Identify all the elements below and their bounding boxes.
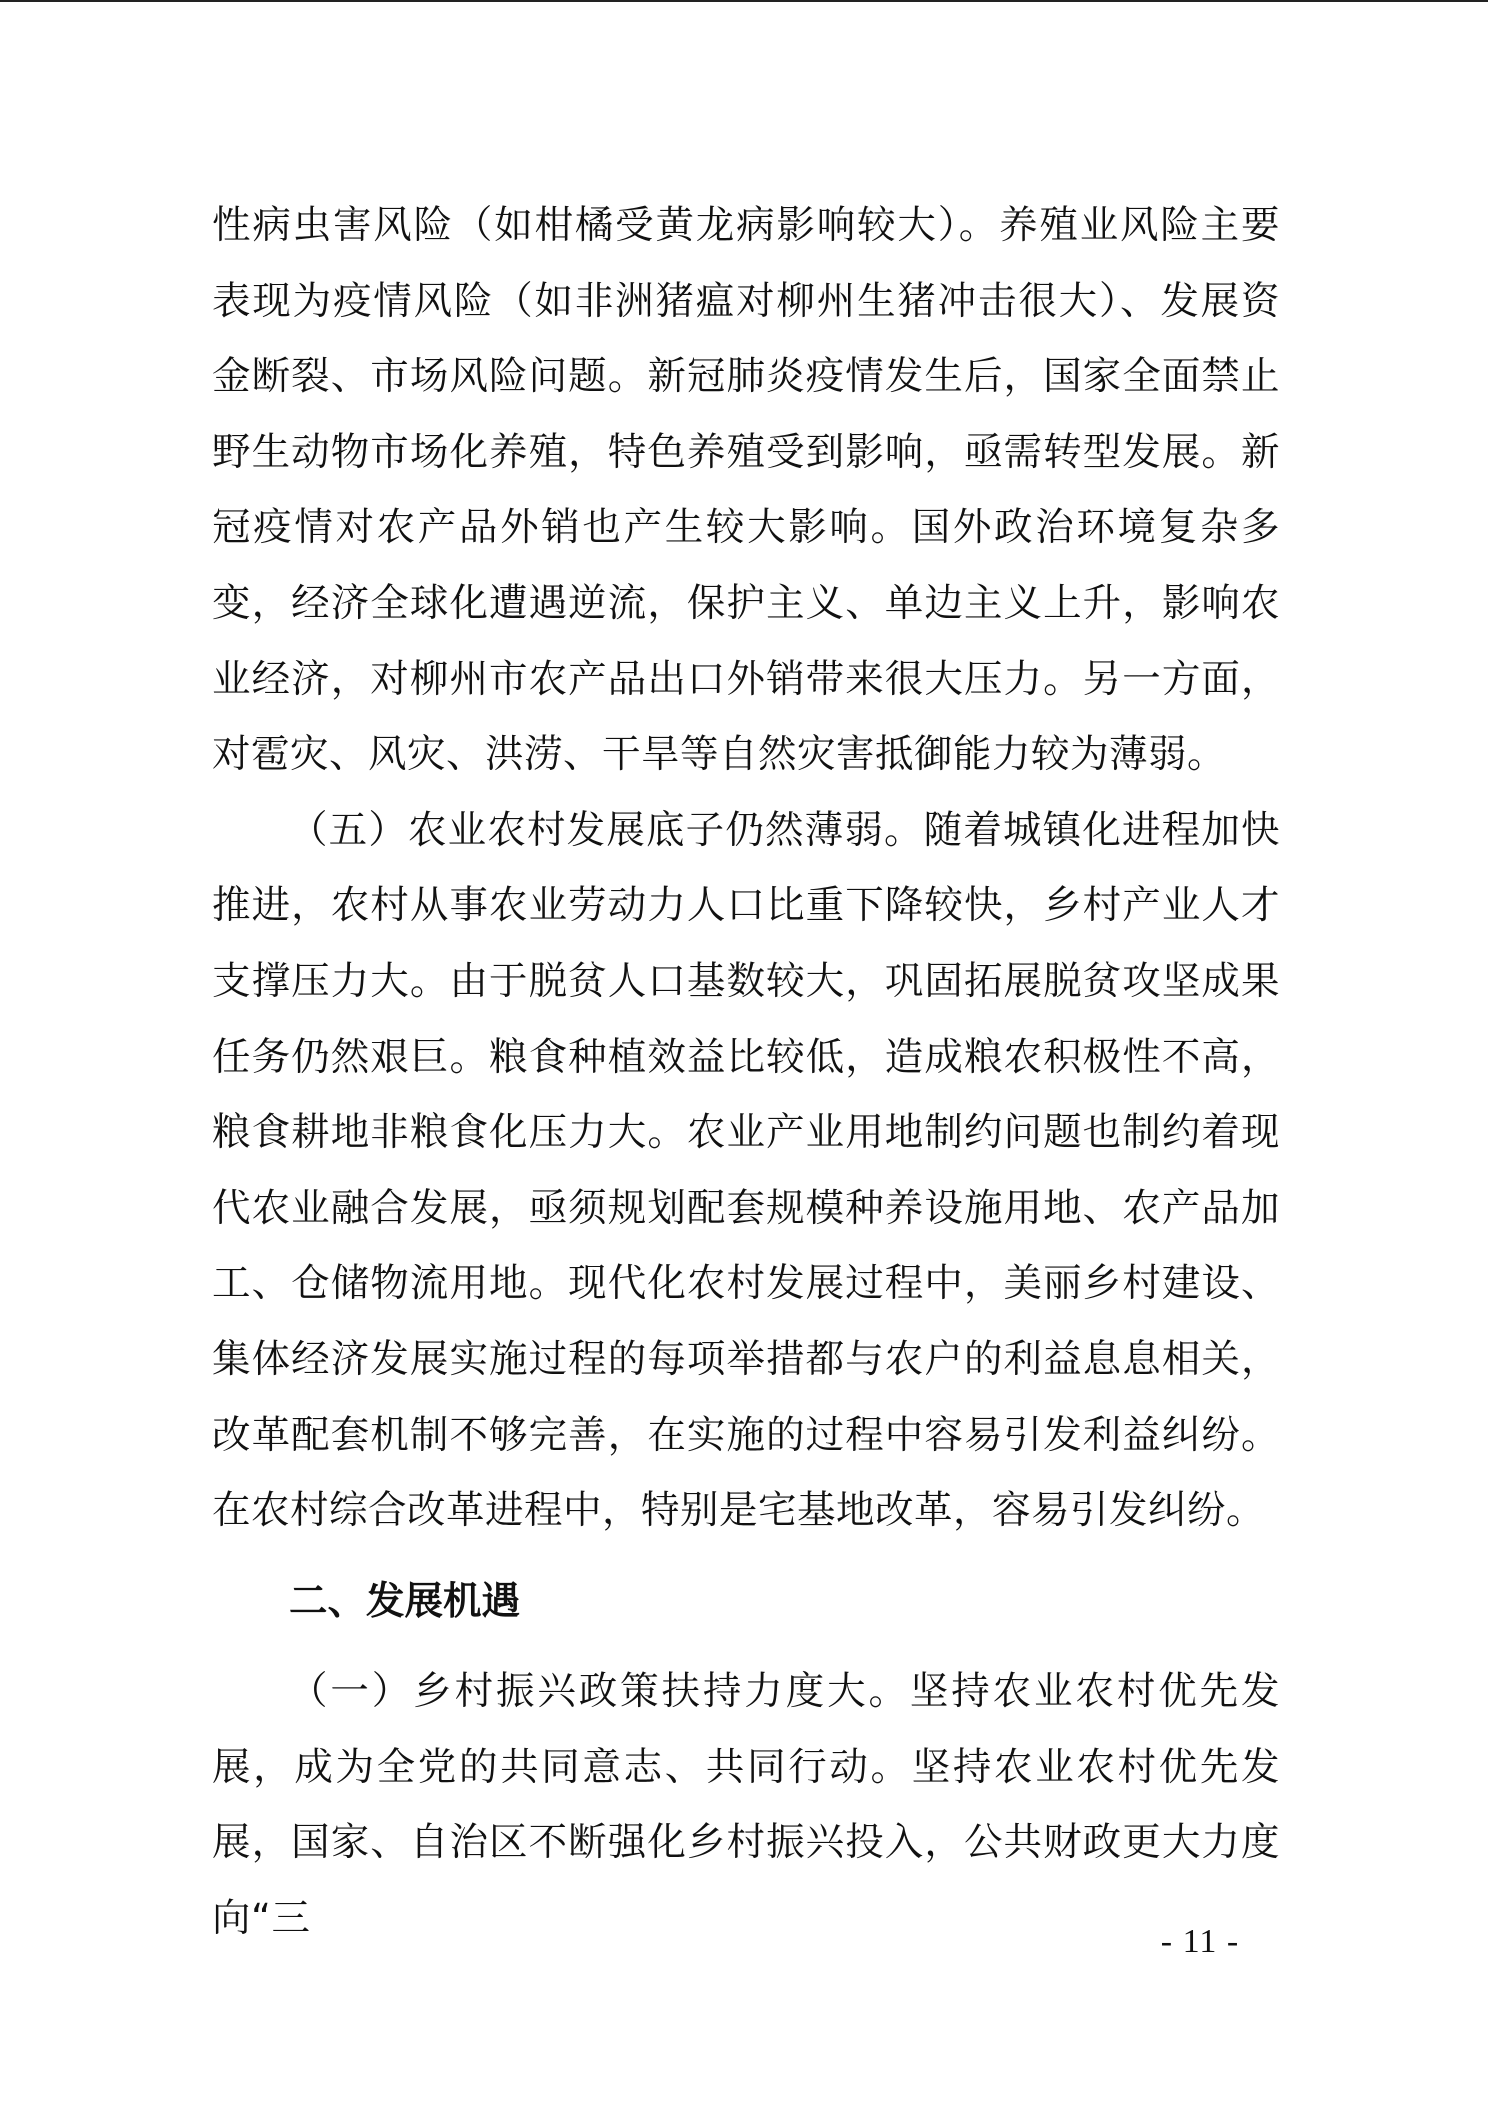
paragraph-opportunity-one: （一）乡村振兴政策扶持力度大。坚持农业农村优先发展，成为全党的共同意志、共同行动。坚持农业农村优先发展，国家、自治区不断强化乡村振兴投入，公共财政更大力度向“三 (212, 1669, 1280, 1942)
section-heading: 二、发展机遇 (289, 1578, 521, 1624)
page-top-border (0, 0, 1488, 2)
document-body (212, 188, 1280, 1957)
paragraph-section-five: （五）农业农村发展底子仍然薄弱。随着城镇化进程加快推进，农村从事农业劳动力人口比重下降较快，乡村产业人才支撑压力大。由于脱贫人口基数较大，巩固拓展脱贫攻坚成果任务仍然艰巨。粮食种植效益比较低，造成粮农积极性不高，粮食耕地非粮食化压力大。农业产业用地制约问题也制约着现代农业融合发展，亟须规划配套规模种养设施用地、农产品加工、仓储物流用地。现代化农村发展过程中，美丽乡村建设、集体经济发展实施过程的每项举措都与农户的利益息息相关，改革配套机制不够完善，在实施的过程中容易引发利益纠纷。在农村综合改革进程中，特别是宅基地改革，容易引发纠纷。 (212, 807, 1280, 1534)
page-number: - 11 - (1160, 1923, 1240, 1960)
paragraph-continued: 性病虫害风险（如柑橘受黄龙病影响较大）。养殖业风险主要表现为疫情风险（如非洲猪瘟对柳州生猪冲击很大）、发展资金断裂、市场风险问题。新冠肺炎疫情发生后，国家全面禁止野生动物市场化养殖，特色养殖受到影响，亟需转型发展。新冠疫情对农产品外销也产生较大影响。国外政治环境复杂多变，经济全球化遭遇逆流，保护主义、单边主义上升，影响农业经济，对柳州市农产品出口外销带来很大压力。另一方面，对雹灾、风灾、洪涝、干旱等自然灾害抵御能力较为薄弱。 (212, 203, 1280, 778)
